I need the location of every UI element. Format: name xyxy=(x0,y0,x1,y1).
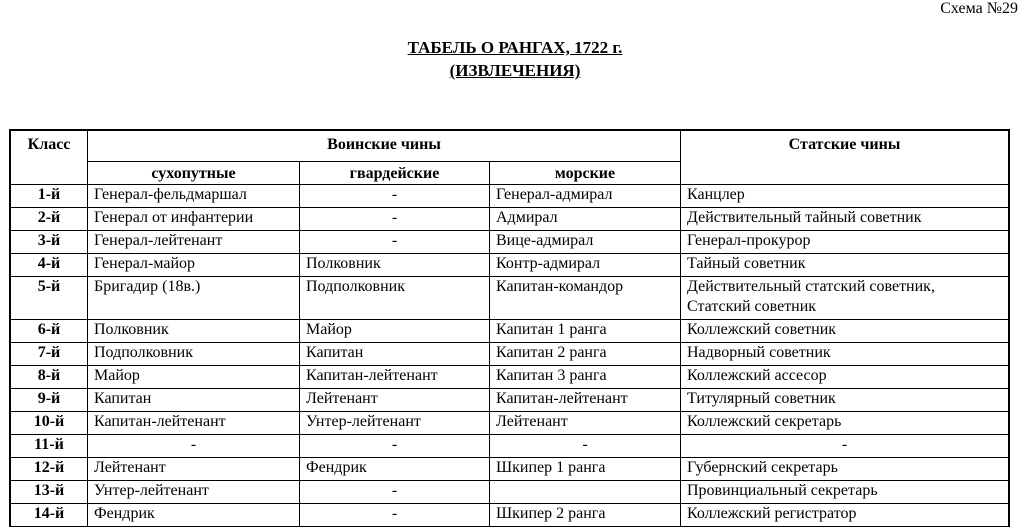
cell-class: 8-й xyxy=(11,366,88,389)
cell-guard: - xyxy=(300,185,490,208)
cell-class: 7-й xyxy=(11,343,88,366)
cell-class: 3-й xyxy=(11,231,88,254)
cell-civil xyxy=(681,366,1009,389)
civil-rank-text: Коллежский ассесор xyxy=(687,367,827,384)
cell-land: Бригадир (18в.) xyxy=(88,277,300,320)
cell-land: Генерал-фельдмаршал xyxy=(88,185,300,208)
cell-class: 12-й xyxy=(11,458,88,481)
cell-civil xyxy=(681,185,1009,208)
cell-class: 4-й xyxy=(11,254,88,277)
cell-class: 9-й xyxy=(11,389,88,412)
civil-rank-text: Коллежский секретарь xyxy=(687,413,842,430)
cell-land: - xyxy=(88,435,300,458)
civil-rank-text: Действительный тайный советник xyxy=(687,209,922,226)
cell-guard: Фендрик xyxy=(300,458,490,481)
cell-civil xyxy=(681,231,1009,254)
cell-land: Капитан xyxy=(88,389,300,412)
table-row xyxy=(11,277,1009,320)
cell-guard: - xyxy=(300,231,490,254)
civil-rank-text: Провинциальный секретарь xyxy=(687,482,878,499)
cell-class: 1-й xyxy=(11,185,88,208)
table-row xyxy=(11,458,1009,481)
cell-civil xyxy=(681,412,1009,435)
civil-rank-text: Губернский секретарь xyxy=(687,459,838,476)
document-subtitle: (ИЗВЛЕЧЕНИЯ) xyxy=(449,61,581,80)
cell-civil xyxy=(681,254,1009,277)
cell-navy: Капитан 2 ранга xyxy=(490,343,681,366)
cell-land: Лейтенант xyxy=(88,458,300,481)
table-row xyxy=(11,412,1009,435)
cell-civil xyxy=(681,389,1009,412)
table-row xyxy=(11,481,1009,504)
table-row xyxy=(11,389,1009,412)
header-land: сухопутные xyxy=(88,162,300,185)
table-row xyxy=(11,208,1009,231)
cell-navy: Капитан-лейтенант xyxy=(490,389,681,412)
cell-land: Фендрик xyxy=(88,504,300,527)
header-civil-ranks: Статские чины xyxy=(681,131,1009,185)
cell-land: Генерал-лейтенант xyxy=(88,231,300,254)
cell-class: 6-й xyxy=(11,320,88,343)
cell-class: 5-й xyxy=(11,277,88,320)
cell-navy: Контр-адмирал xyxy=(490,254,681,277)
cell-navy xyxy=(490,481,681,504)
cell-land: Подполковник xyxy=(88,343,300,366)
cell-class: 13-й xyxy=(11,481,88,504)
table-header xyxy=(11,131,1009,185)
cell-navy: - xyxy=(490,435,681,458)
header-class: Класс xyxy=(11,131,88,185)
cell-guard: Полковник xyxy=(300,254,490,277)
cell-navy: Капитан 1 ранга xyxy=(490,320,681,343)
table-body xyxy=(11,185,1009,527)
cell-navy: Шкипер 1 ранга xyxy=(490,458,681,481)
table-row xyxy=(11,343,1009,366)
cell-navy: Шкипер 2 ранга xyxy=(490,504,681,527)
cell-civil xyxy=(681,277,1009,320)
cell-class: 10-й xyxy=(11,412,88,435)
cell-guard: Подполковник xyxy=(300,277,490,320)
table-row xyxy=(11,320,1009,343)
cell-navy: Генерал-адмирал xyxy=(490,185,681,208)
cell-civil xyxy=(681,208,1009,231)
cell-land: Полковник xyxy=(88,320,300,343)
cell-civil xyxy=(681,481,1009,504)
cell-guard: Капитан xyxy=(300,343,490,366)
cell-civil xyxy=(681,343,1009,366)
cell-land: Унтер-лейтенант xyxy=(88,481,300,504)
civil-rank-text: Тайный советник xyxy=(687,255,806,272)
civil-rank-text: Канцлер xyxy=(687,186,745,203)
table-row xyxy=(11,185,1009,208)
table-row xyxy=(11,366,1009,389)
cell-guard: Капитан-лейтенант xyxy=(300,366,490,389)
cell-guard: - xyxy=(300,504,490,527)
cell-navy: Вице-адмирал xyxy=(490,231,681,254)
cell-land: Генерал-майор xyxy=(88,254,300,277)
table-row xyxy=(11,435,1009,458)
civil-rank-text: Коллежский советник xyxy=(687,321,837,338)
cell-class: 11-й xyxy=(11,435,88,458)
cell-guard: Майор xyxy=(300,320,490,343)
cell-civil xyxy=(681,458,1009,481)
cell-guard: - xyxy=(300,481,490,504)
civil-rank-text: Титулярный советник xyxy=(687,390,836,407)
cell-land: Майор xyxy=(88,366,300,389)
cell-civil xyxy=(681,504,1009,527)
civil-rank-text: Коллежский регистратор xyxy=(687,505,857,522)
table-row xyxy=(11,504,1009,527)
header-navy: морские xyxy=(490,162,681,185)
cell-guard: - xyxy=(300,435,490,458)
header-guard: гвардейские xyxy=(300,162,490,185)
civil-rank-text: Надворный советник xyxy=(687,344,831,361)
civil-rank-text: - xyxy=(841,436,848,453)
cell-navy: Капитан 3 ранга xyxy=(490,366,681,389)
cell-navy: Лейтенант xyxy=(490,412,681,435)
document-title: ТАБЕЛЬ О РАНГАХ, 1722 г. xyxy=(407,38,623,57)
cell-class: 14-й xyxy=(11,504,88,527)
cell-civil xyxy=(681,320,1009,343)
cell-land: Капитан-лейтенант xyxy=(88,412,300,435)
cell-navy: Адмирал xyxy=(490,208,681,231)
cell-guard: Лейтенант xyxy=(300,389,490,412)
civil-rank-text: Генерал-прокурор xyxy=(687,232,811,249)
civil-rank-text: Статский советник xyxy=(687,298,817,315)
cell-guard: Унтер-лейтенант xyxy=(300,412,490,435)
scheme-number-label: Схема №29 xyxy=(940,0,1018,17)
cell-guard: - xyxy=(300,208,490,231)
cell-class: 2-й xyxy=(11,208,88,231)
table-row xyxy=(11,231,1009,254)
civil-rank-text: Действительный статский советник, xyxy=(687,278,935,295)
cell-navy: Капитан-командор xyxy=(490,277,681,320)
table-row xyxy=(11,254,1009,277)
header-military-ranks: Воинские чины xyxy=(88,131,681,162)
cell-land: Генерал от инфантерии xyxy=(88,208,300,231)
cell-civil xyxy=(681,435,1009,458)
table-of-ranks xyxy=(10,130,1009,527)
